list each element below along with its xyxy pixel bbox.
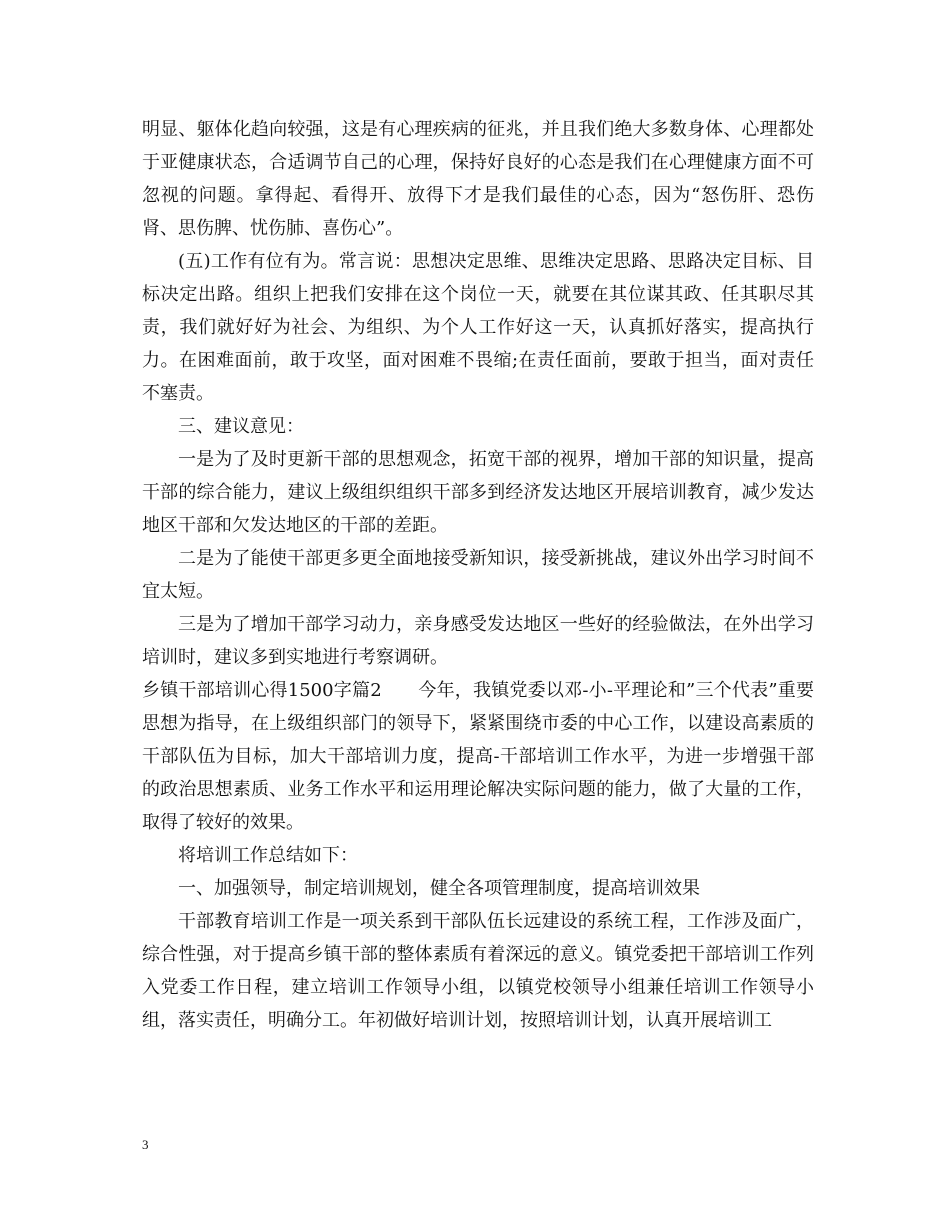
- paragraph-6: 三是为了增加干部学习动力，亲身感受发达地区一些好的经验做法，在外出学习培训时，建议多到实地进行考察调研。: [142, 614, 814, 668]
- paragraph-10: 干部教育培训工作是一项关系到干部队伍长远建设的系统工程，工作涉及面广，综合性强，对于提高乡镇干部的整体素质有着深远的意义。镇党委把干部培训工作列入党委工作日程，建立培训工作领导小组，以镇党校领导小组兼任培训工作领导小组，落实责任，明确分工。年初做好培训计划，按照培训计划，认真开展培训工: [142, 911, 814, 1031]
- document-body: [142, 113, 814, 1037]
- paragraph-1: 明显、躯体化趋向较强，这是有心理疾病的征兆，并且我们绝大多数身体、心理都处于亚健康状态，合适调节自己的心理，保持好良好的心态是我们在心理健康方面不可忽视的问题。拿得起、看得开、放得下才是我们最佳的心态，因为“怒伤肝、恐伤肾、思伤脾、忧伤肺、喜伤心”。: [142, 119, 814, 239]
- paragraph-2: (五)工作有位有为。常言说：思想决定思维、思维决定思路、思路决定目标、目标决定出路。组织上把我们安排在这个岗位一天，就要在其位谋其政、任其职尽其责，我们就好好为社会、为组织、为个人工作好这一天，认真抓好落实，提高执行力。在困难面前，敢于攻坚，面对困难不畏缩;在责任面前，要敢于担当，面对责任不塞责。: [142, 251, 814, 404]
- paragraph-4: 一是为了及时更新干部的思想观念，拓宽干部的视界，增加干部的知识量，提高干部的综合能力，建议上级组织组织干部多到经济发达地区开展培训教育，减少发达地区干部和欠发达地区的干部的差距。: [142, 449, 814, 536]
- paragraph-5: 二是为了能使干部更多更全面地接受新知识，接受新挑战，建议外出学习时间不宜太短。: [142, 548, 814, 602]
- page-number: 3: [142, 1137, 149, 1152]
- section-heading-suggestions: 三、建议意见：: [178, 416, 304, 437]
- section-heading-leadership: 一、加强领导，制定培训规划，健全各项管理制度，提高培训效果: [178, 878, 700, 899]
- paragraph-7: 乡镇干部培训心得1500字篇2 今年，我镇党委以邓-小-平理论和”三个代表”重要思想为指导，在上级组织部门的领导下，紧紧围绕市委的中心工作，以建设高素质的干部队伍为目标，加大干部培训力度，提高-干部培训工作水平，为进一步增强干部的政治思想素质、业务工作水平和运用理论解决实际问题的能力，做了大量的工作，取得了较好的效果。: [142, 680, 814, 833]
- paragraph-8: 将培训工作总结如下：: [178, 845, 358, 866]
